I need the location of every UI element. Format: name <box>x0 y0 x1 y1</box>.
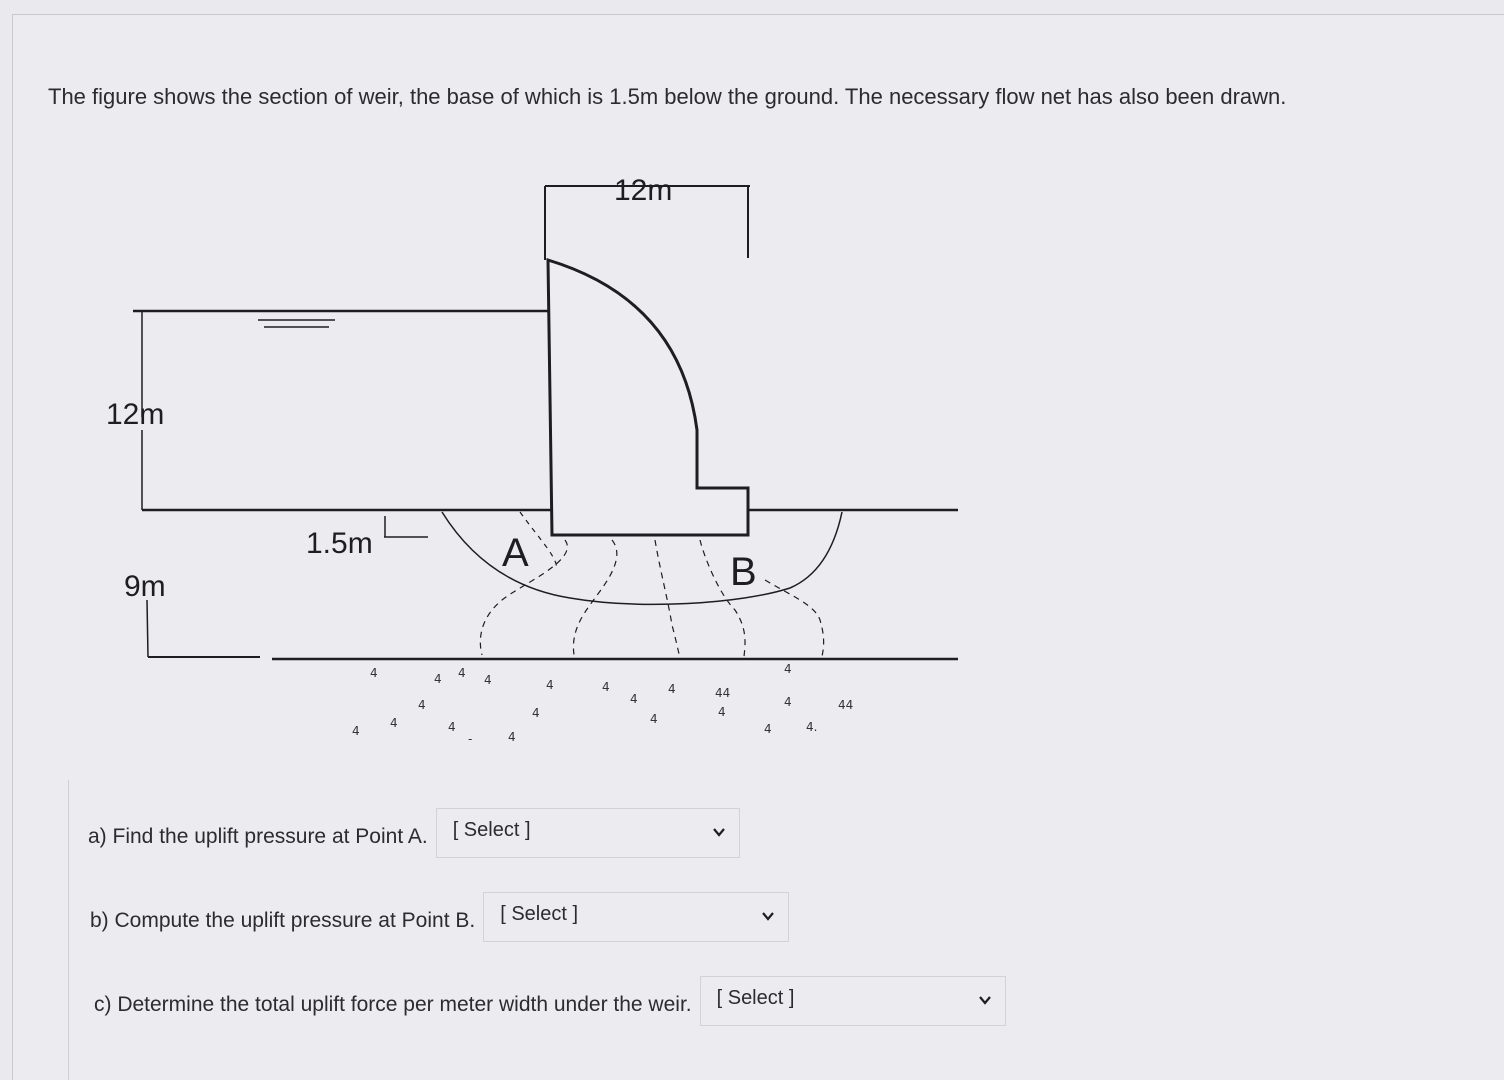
svg-text:4: 4 <box>784 662 792 676</box>
svg-text:44: 44 <box>838 698 854 712</box>
chevron-down-icon <box>760 908 776 924</box>
question-a-label: a) Find the uplift pressure at Point A. <box>88 825 428 848</box>
svg-text:-: - <box>468 732 473 746</box>
svg-text:4: 4 <box>418 698 426 712</box>
question-row-a <box>88 808 740 858</box>
chevron-down-icon <box>711 824 727 840</box>
svg-text:4: 4 <box>448 720 456 734</box>
svg-text:4: 4 <box>718 705 726 719</box>
top-width-label: 12m <box>614 174 673 207</box>
embed-depth-label: 1.5m <box>306 527 373 560</box>
svg-text:4: 4 <box>458 666 466 680</box>
soil-depth-label: 9m <box>124 570 166 603</box>
svg-text:4: 4 <box>668 682 676 696</box>
svg-text:4: 4 <box>650 712 658 726</box>
chevron-down-icon <box>977 992 993 1008</box>
svg-text:4: 4 <box>352 724 360 738</box>
svg-text:4: 4 <box>532 706 540 720</box>
answer-c-select[interactable] <box>700 976 1006 1026</box>
soil-hatching <box>352 662 853 746</box>
question-row-c <box>94 976 1006 1026</box>
point-a-label: A <box>502 531 529 575</box>
answer-a-value: [ Select ] <box>452 819 531 841</box>
svg-text:4: 4 <box>484 673 492 687</box>
svg-text:4: 4 <box>546 678 554 692</box>
svg-text:4: 4 <box>390 716 398 730</box>
question-b-label: b) Compute the uplift pressure at Point B. <box>90 909 476 932</box>
question-text: The figure shows the section of weir, the base of which is 1.5m below the ground. The necessary flow net has also been drawn. <box>48 84 1287 109</box>
question-row-b <box>90 892 789 942</box>
svg-text:4: 4 <box>370 666 378 680</box>
answer-b-select[interactable] <box>483 892 789 942</box>
svg-text:4: 4 <box>764 722 772 736</box>
svg-text:4: 4 <box>602 680 610 694</box>
svg-text:4: 4 <box>508 730 516 744</box>
point-b-label: B <box>730 550 757 594</box>
divider <box>68 780 69 1080</box>
svg-text:4: 4 <box>630 692 638 706</box>
answer-c-value: [ Select ] <box>716 987 795 1009</box>
svg-text:4: 4 <box>784 695 792 709</box>
equipotential-2 <box>573 540 616 655</box>
equipotential-3 <box>655 540 680 658</box>
equipotential-5 <box>765 580 824 657</box>
answer-a-select[interactable] <box>436 808 740 858</box>
water-height-label: 12m <box>106 398 165 431</box>
svg-text:4.: 4. <box>806 720 818 734</box>
question-c-label: c) Determine the total uplift force per meter width under the weir. <box>94 993 692 1016</box>
weir-section <box>548 260 748 535</box>
svg-text:44: 44 <box>715 686 731 700</box>
svg-text:4: 4 <box>434 672 442 686</box>
answer-b-value: [ Select ] <box>500 903 579 925</box>
